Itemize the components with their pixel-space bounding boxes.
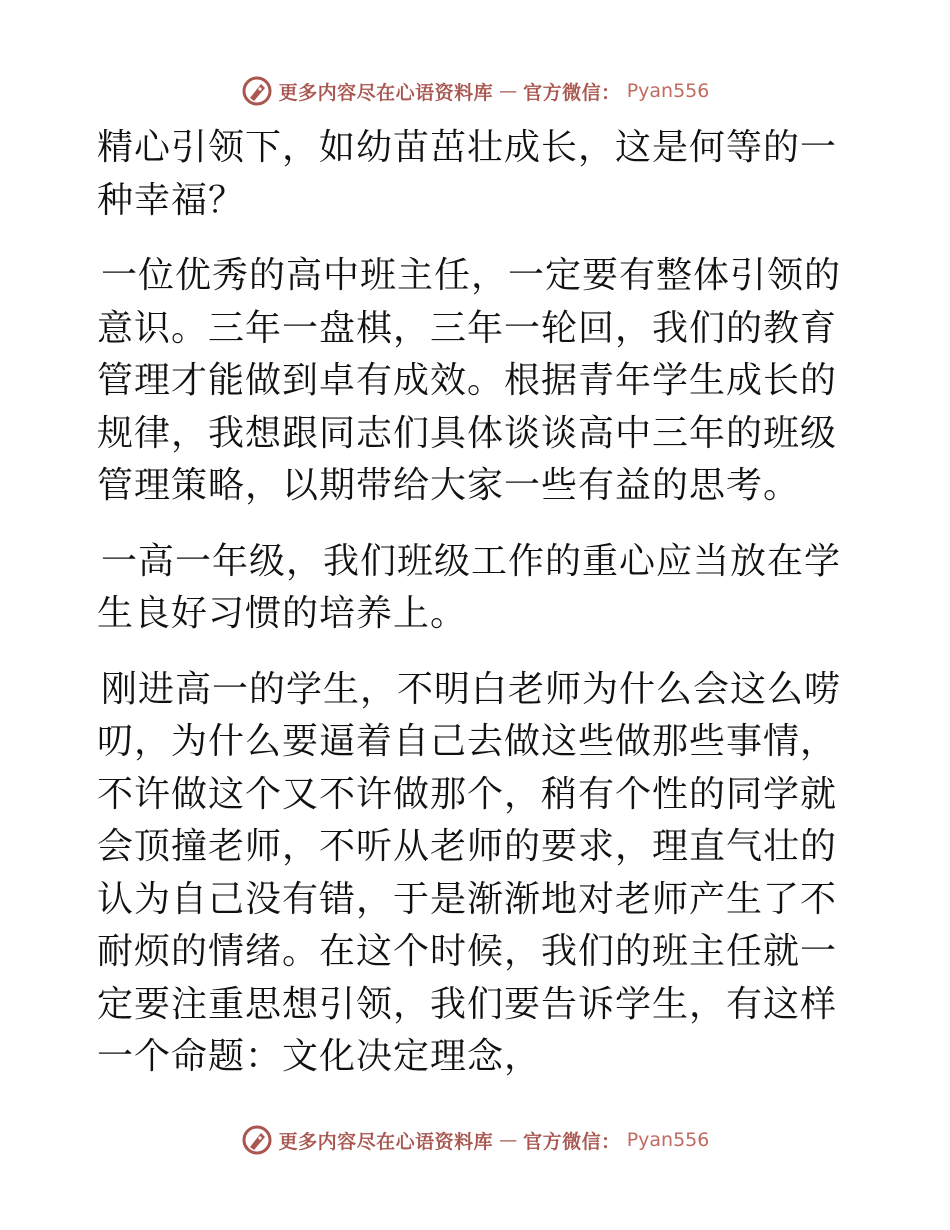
header-watermark bbox=[0, 71, 950, 111]
footer-watermark bbox=[0, 1120, 950, 1160]
pen-nib-circle-icon bbox=[241, 75, 273, 107]
paragraph-3: 一高一年级，我们班级工作的重心应当放在学生良好习惯的培养上。 bbox=[97, 540, 842, 634]
watermark-account: Pyan556 bbox=[626, 80, 710, 102]
pen-nib-circle-icon bbox=[241, 1124, 273, 1156]
paragraph-1: 精心引领下，如幼苗茁壮成长，这是何等的一种幸福？ bbox=[97, 127, 838, 221]
watermark-separator: — bbox=[499, 1129, 518, 1151]
paragraph-2: 一位优秀的高中班主任，一定要有整体引领的意识。三年一盘棋，三年一轮回，我们的教育管理才能做到卓有成效。根据青年学生成长的规律，我想跟同志们具体谈谈高中三年的班级管理策略，以期带给大家一些有益的思考。 bbox=[97, 255, 842, 506]
watermark-account: Pyan556 bbox=[626, 1129, 710, 1151]
watermark-label: 官方微信： bbox=[523, 81, 621, 104]
watermark-separator: — bbox=[499, 80, 518, 102]
document-body bbox=[97, 122, 857, 1084]
paragraph-4: 刚进高一的学生，不明白老师为什么会这么唠叨，为什么要逼着自己去做这些做那些事情，不许做这个又不许做那个，稍有个性的同学就会顶撞老师，不听从老师的要求，理直气壮的认为自己没有错，于是渐渐地对老师产生了不耐烦的情绪。在这个时候，我们的班主任就一定要注重思想引领，我们要告诉学生，有这样一个命题：文化决定理念， bbox=[97, 668, 842, 1077]
watermark-label: 官方微信： bbox=[523, 1130, 621, 1153]
watermark-text: 更多内容尽在心语资料库 bbox=[278, 81, 494, 104]
watermark-text: 更多内容尽在心语资料库 bbox=[278, 1130, 494, 1153]
